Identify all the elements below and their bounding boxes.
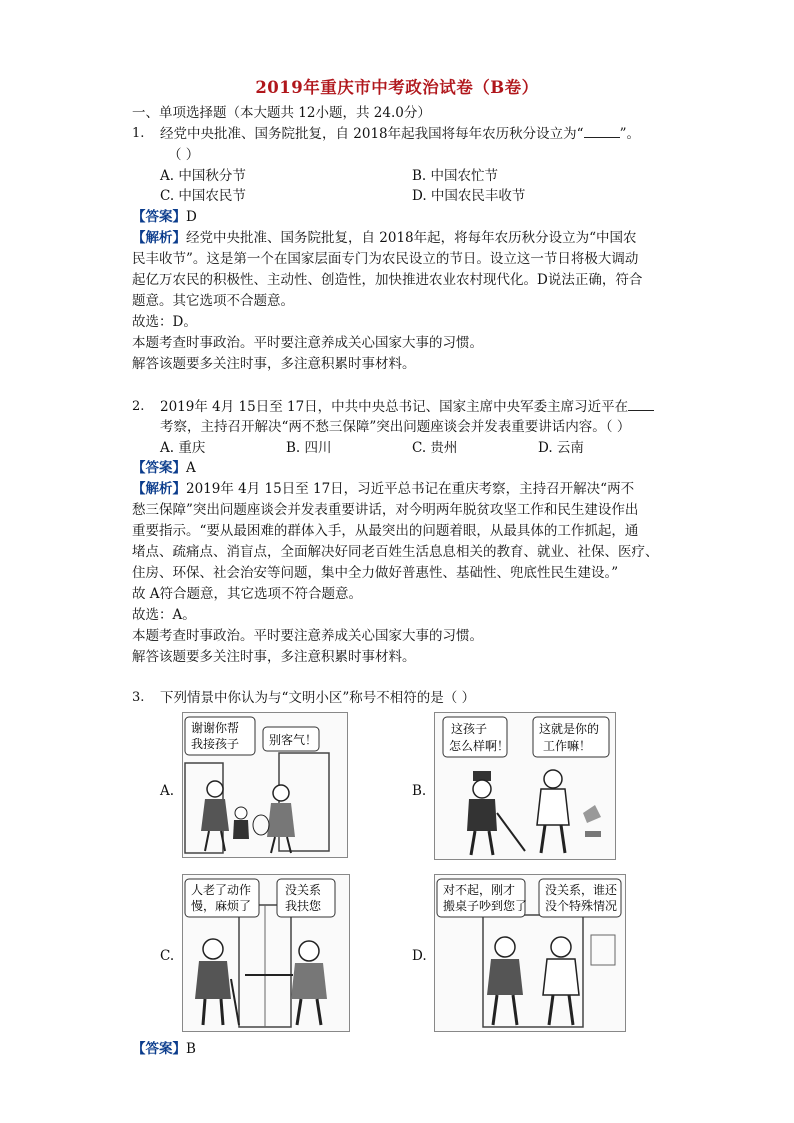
question-1-analysis-line: 民丰收节”。这是第一个在国家层面专门为农民设立的节日。设立这一节日将极大调动 xyxy=(132,251,639,267)
cartoon-picture-b xyxy=(434,712,616,860)
question-2-analysis-line: 【解析】2019年 4月 15日至 17日，习近平总书记在重庆考察，主持召开解决“两不 xyxy=(132,481,635,497)
question-1-stem: 经党中央批准、国务院批复，自 2018年起我国将每年农历秋分设立为“ ”。 xyxy=(160,126,640,142)
question-3-stem: 下列情景中你认为与“文明小区”称号不相符的是（ ） xyxy=(160,690,476,706)
question-2-option-c: C. 贵州 xyxy=(412,440,458,456)
question-2-stem: 2019年 4月 15日至 17日，中共中央总书记、国家主席中央军委主席习近平在 xyxy=(160,397,654,417)
question-1-option-c: C. 中国农民节 xyxy=(160,188,246,204)
question-2-option-a: A. 重庆 xyxy=(160,440,206,456)
bubble-text: 怎么样啊！ xyxy=(449,739,510,753)
bubble-text: 人老了动作 xyxy=(191,883,252,897)
question-2-note: 本题考查时事政治。平时要注意养成关心国家大事的习惯。 xyxy=(132,628,483,644)
question-2-stem: 考察，主持召开解决“两不愁三保障”突出问题座谈会并发表重要讲话内容。（ ） xyxy=(160,419,631,435)
question-1-note: 解答该题要多关注时事，多注意积累时事材料。 xyxy=(132,356,416,372)
question-2-answer: 【答案】A xyxy=(132,460,196,476)
picture-d-label: D. xyxy=(412,948,427,964)
question-1-option-d: D. 中国农民丰收节 xyxy=(412,188,526,204)
question-2-analysis-line: 故 A符合题意，其它选项不符合题意。 xyxy=(132,586,363,602)
answer-blank xyxy=(584,124,620,138)
question-3-number: 3. xyxy=(132,690,145,705)
answer-blank xyxy=(628,397,654,411)
picture-a-label: A. xyxy=(160,783,175,799)
cartoon-picture-a xyxy=(182,712,348,858)
question-2-analysis-line: 住房、环保、社会治安等问题，集中全力做好普惠性、基础性、兜底性民生建设。” xyxy=(132,565,619,581)
question-1-analysis-line: 起亿万农民的积极性、主动性、创造性，加快推进农业农村现代化。D说法正确，符合 xyxy=(132,272,643,288)
question-3-answer: 【答案】B xyxy=(132,1041,196,1057)
question-2-choose: 故选：A。 xyxy=(132,607,196,623)
question-2-analysis-line: 重要指示。“要从最困难的群体入手，从最突出的问题着眼，从最具体的工作抓起，通 xyxy=(132,523,639,539)
question-2-option-b: B. 四川 xyxy=(286,440,332,456)
cartoon-picture-d xyxy=(434,874,626,1032)
question-1-paren: （ ） xyxy=(168,147,200,163)
bubble-text: 谢谢你帮 xyxy=(191,721,240,735)
question-2-analysis-line: 堵点、疏痛点、消盲点，全面解决好同老百姓生活息息相关的教育、就业、社保、医疗、 xyxy=(132,544,659,560)
question-1-number: 1. xyxy=(132,126,145,141)
bubble-text: 我扶您 xyxy=(285,899,322,913)
question-1-option-a: A. 中国秋分节 xyxy=(160,168,246,184)
cartoon-picture-c xyxy=(182,874,350,1032)
question-1-choose: 故选：D。 xyxy=(132,314,197,330)
question-2-note: 解答该题要多关注时事，多注意积累时事材料。 xyxy=(132,649,416,665)
bubble-text: 我接孩子 xyxy=(191,737,240,751)
bubble-text: 没关系，谁还 xyxy=(545,883,618,897)
question-1-analysis-line: 题意。其它选项不合题意。 xyxy=(132,293,294,309)
bubble-text: 没关系 xyxy=(285,883,322,897)
question-2-option-d: D. 云南 xyxy=(538,440,584,456)
picture-c-label: C. xyxy=(160,948,175,964)
bubble-text: 对不起，刚才 xyxy=(443,883,516,897)
question-1-answer: 【答案】D xyxy=(132,209,197,225)
question-1-analysis-line: 【解析】经党中央批准、国务院批复，自 2018年起，将每年农历秋分设立为“中国农 xyxy=(132,230,637,246)
bubble-text: 搬桌子吵到您了 xyxy=(443,899,528,913)
bubble-text: 慢，麻烦了 xyxy=(191,899,252,913)
picture-b-label: B. xyxy=(412,783,427,799)
question-1-option-b: B. 中国农忙节 xyxy=(412,168,499,184)
bubble-text: 这就是你的 xyxy=(539,722,600,736)
bubble-text: 别客气！ xyxy=(269,733,318,747)
section-heading: 一、单项选择题（本大题共 12小题，共 24.0分） xyxy=(132,105,431,121)
page-title: 2019年重庆市中考政治试卷（B卷） xyxy=(255,78,539,97)
question-2-analysis-line: 愁三保障”突出问题座谈会并发表重要讲话，对今明两年脱贫攻坚工作和民生建设作出 xyxy=(132,502,639,518)
bubble-text: 没个特殊情况 xyxy=(545,899,618,913)
question-1-note: 本题考查时事政治。平时要注意养成关心国家大事的习惯。 xyxy=(132,335,483,351)
bubble-text: 这孩子 xyxy=(451,722,488,736)
bubble-text: 工作嘛！ xyxy=(543,739,592,753)
question-2-number: 2. xyxy=(132,399,145,414)
